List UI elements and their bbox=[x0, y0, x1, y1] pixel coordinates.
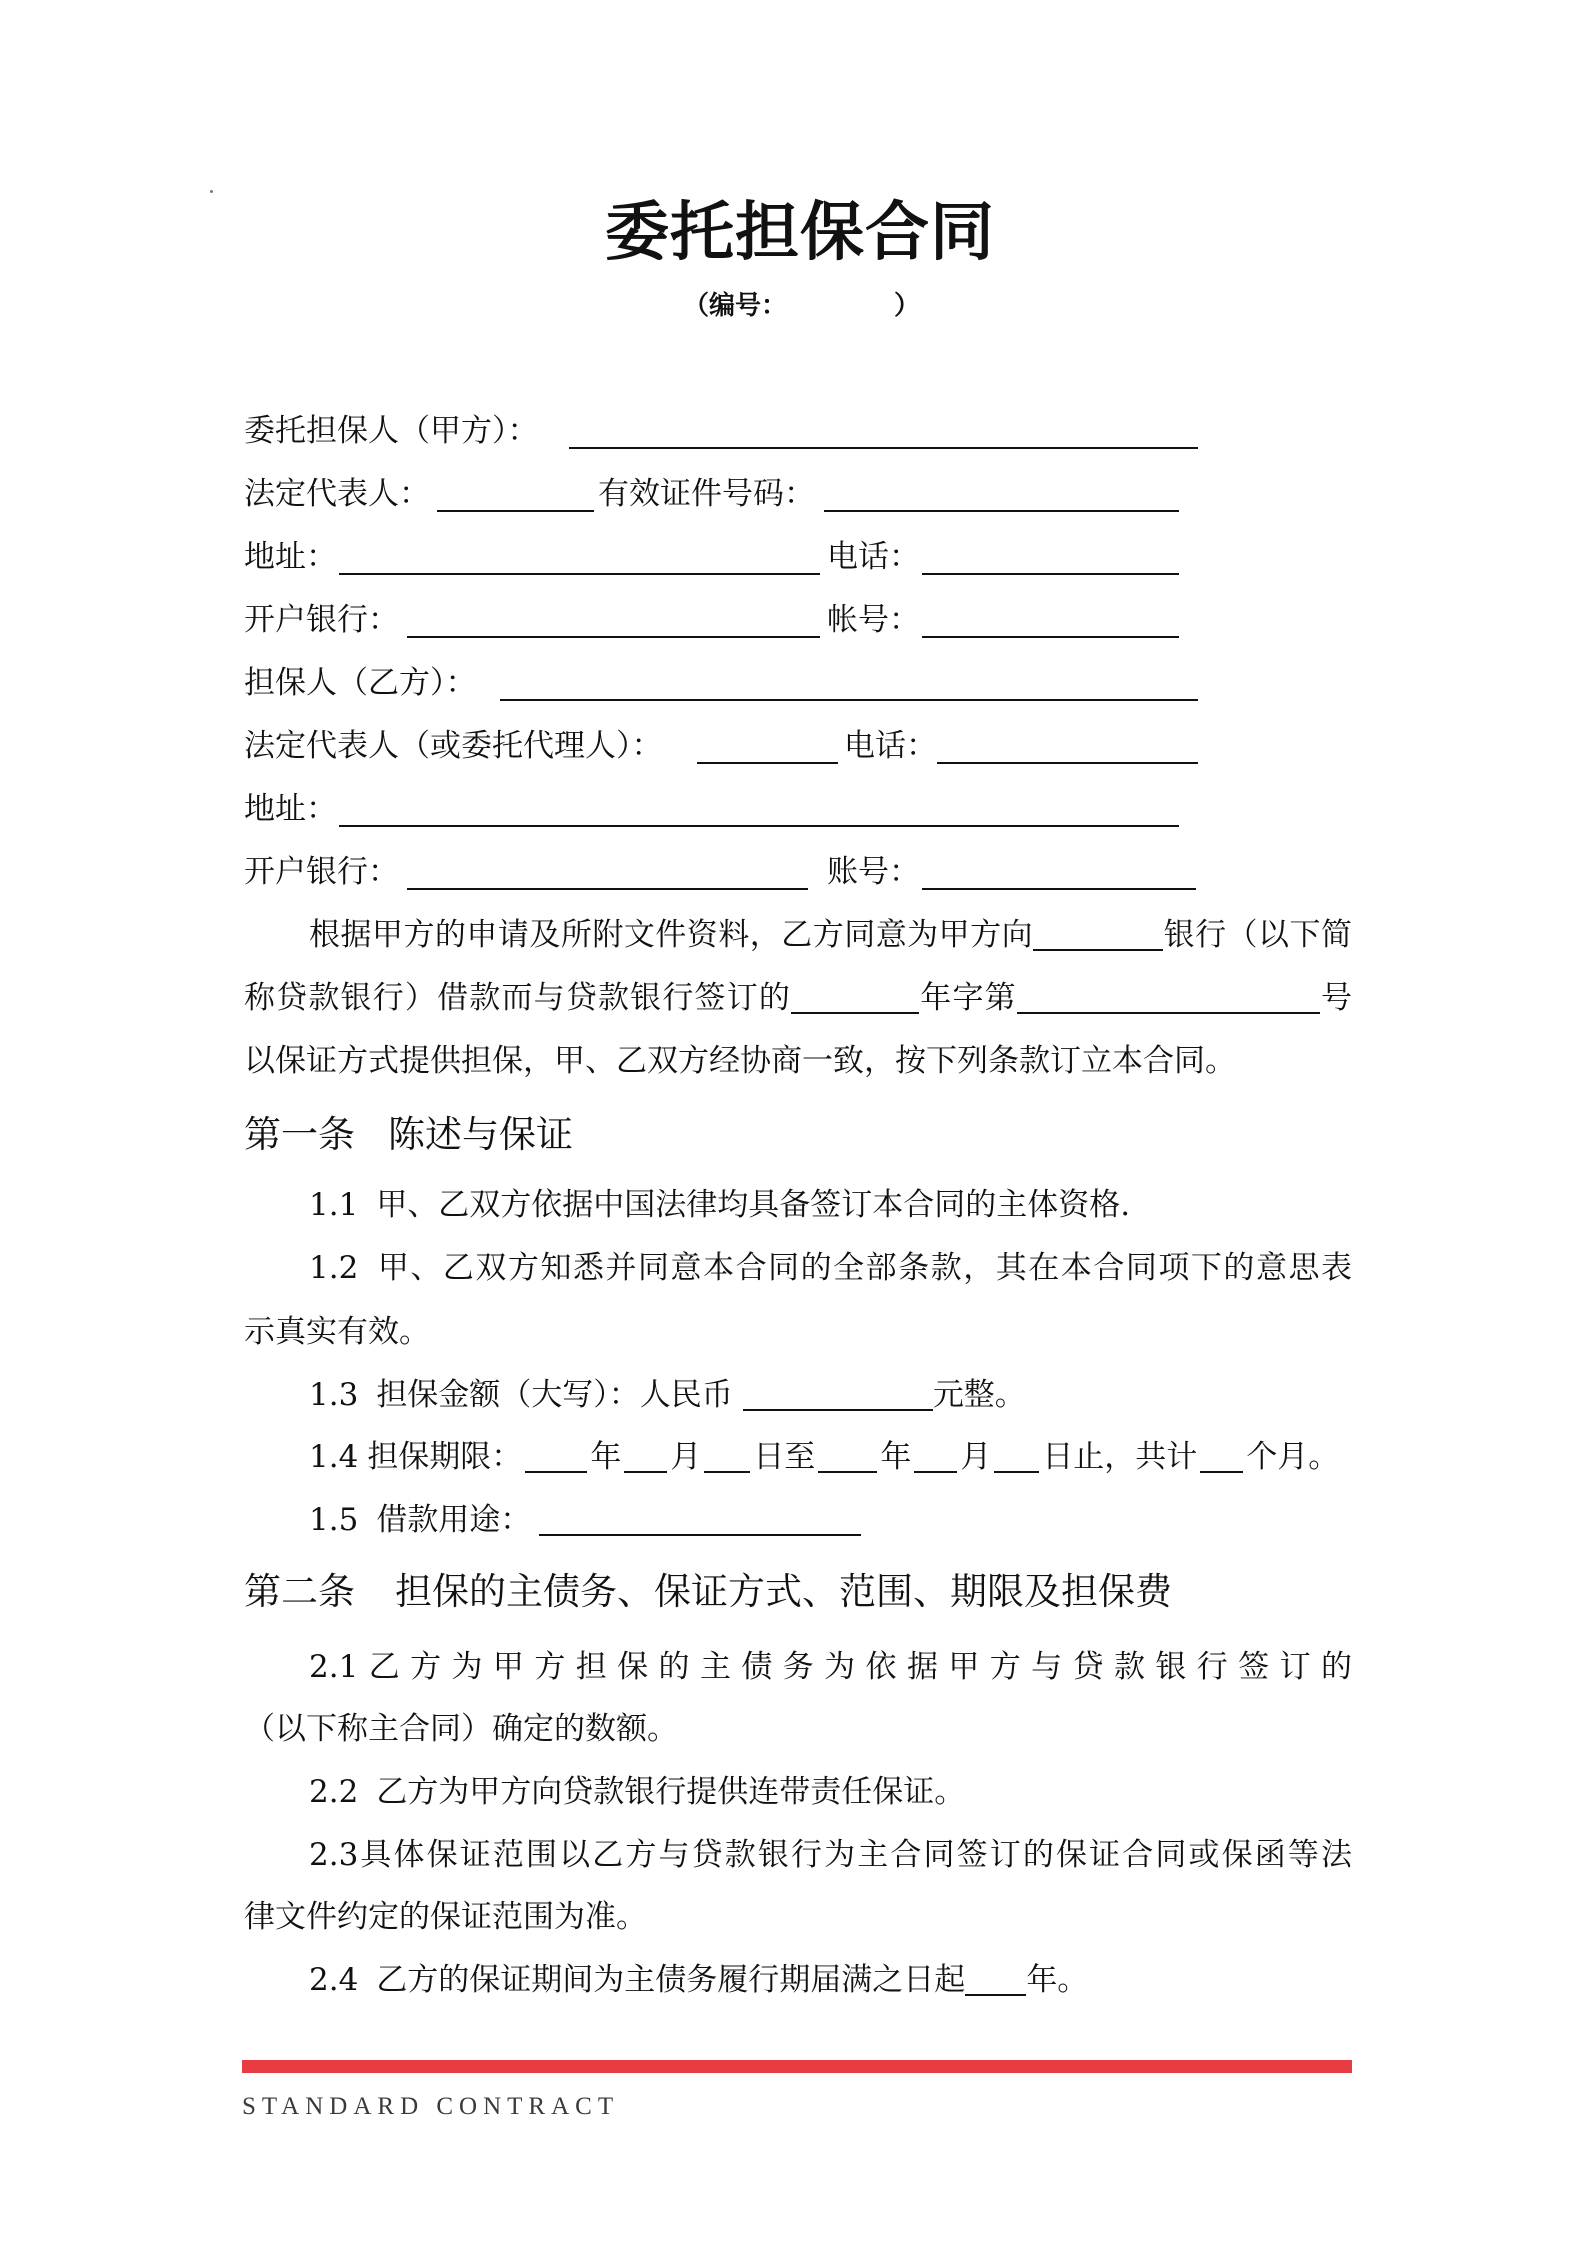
preamble-line-3: 以保证方式提供担保，甲、乙双方经协商一致，按下列条款订立本合同。 bbox=[244, 1043, 1236, 1079]
party-a-rep-label: 法定代表人： bbox=[244, 476, 430, 512]
article-2-number: 第二条 bbox=[244, 1570, 355, 1613]
party-b-bank-blank bbox=[407, 888, 808, 890]
party-a-id-blank bbox=[824, 510, 1179, 512]
party-a-label: 委托担保人（甲方）： bbox=[244, 413, 539, 449]
end-month-blank bbox=[914, 1471, 957, 1473]
preamble-text: 号 bbox=[1319, 980, 1352, 1016]
clause-1-5 bbox=[309, 1498, 861, 1542]
clause-number: 1.3 bbox=[309, 1377, 359, 1413]
clause-text: 担保期限： bbox=[367, 1439, 523, 1475]
footer-label: STANDARD CONTRACT bbox=[242, 2093, 620, 2120]
party-b-blank bbox=[500, 699, 1198, 701]
clause-number: 1.1 bbox=[309, 1187, 359, 1223]
clause-text: 甲、乙双方依据中国法律均具备签订本合同的主体资格. bbox=[376, 1187, 1131, 1223]
party-a-address-label: 地址： bbox=[244, 539, 337, 575]
preamble-text: 银行（以下简 bbox=[1163, 917, 1352, 953]
clause-2-3-line-2: 律文件约定的保证范围为准。 bbox=[244, 1899, 647, 1935]
clause-number: 2.4 bbox=[309, 1962, 359, 1998]
clause-2-3-line-1 bbox=[309, 1833, 1352, 1877]
article-1-heading bbox=[244, 1110, 573, 1160]
party-b-address-blank bbox=[339, 825, 1179, 827]
preamble-line-1 bbox=[309, 913, 1352, 957]
clause-number: 2.3 bbox=[309, 1837, 359, 1873]
end-day-blank bbox=[994, 1471, 1039, 1473]
party-a-account-label: 帐号： bbox=[827, 602, 920, 638]
article-1-number: 第一条 bbox=[244, 1113, 355, 1156]
contract-number-close: ） bbox=[894, 291, 921, 321]
clause-2-1-line-1 bbox=[309, 1645, 1352, 1689]
contract-number-label: （编号： bbox=[683, 291, 788, 321]
clause-text: 日止，共计 bbox=[1042, 1439, 1198, 1475]
party-a-phone-label: 电话： bbox=[827, 539, 920, 575]
preamble-text: 称贷款银行）借款而与贷款银行签订的 bbox=[244, 980, 792, 1016]
clause-text: 日至 bbox=[753, 1439, 816, 1475]
clause-1-2-line-1 bbox=[309, 1246, 1352, 1290]
footer-red-bar bbox=[242, 2060, 1352, 2073]
clause-text: 具体保证范围以乙方与贷款银行为主合同签订的保证合同或保函等法 bbox=[358, 1837, 1352, 1873]
party-b-bank-label: 开户银行： bbox=[244, 854, 399, 890]
clause-text: 个月。 bbox=[1246, 1439, 1340, 1475]
clause-text: 乙方的保证期间为主债务履行期届满之日起 bbox=[376, 1962, 966, 1998]
clause-number: 2.2 bbox=[309, 1774, 359, 1810]
clause-text: 年 bbox=[590, 1439, 622, 1475]
clause-1-4 bbox=[309, 1435, 1339, 1479]
party-a-blank bbox=[569, 447, 1198, 449]
loan-purpose-blank bbox=[539, 1534, 861, 1536]
start-year-blank bbox=[525, 1471, 587, 1473]
party-a-rep-blank bbox=[437, 510, 594, 512]
party-a-bank-blank bbox=[407, 636, 820, 638]
guarantee-amount-blank bbox=[743, 1409, 933, 1411]
clause-text: 月 bbox=[960, 1439, 992, 1475]
loan-year-blank bbox=[791, 1012, 919, 1014]
party-a-account-blank bbox=[922, 636, 1179, 638]
party-a-bank-label: 开户银行： bbox=[244, 602, 399, 638]
party-a-phone-blank bbox=[922, 573, 1179, 575]
party-b-phone-label: 电话： bbox=[844, 728, 937, 764]
party-b-phone-blank bbox=[937, 762, 1198, 764]
clause-number: 1.2 bbox=[309, 1250, 359, 1286]
clause-2-2 bbox=[309, 1770, 965, 1814]
clause-number: 2.1 bbox=[309, 1649, 359, 1685]
clause-1-3 bbox=[309, 1373, 1026, 1417]
clause-text: 年。 bbox=[1026, 1962, 1089, 1998]
article-2-heading bbox=[244, 1567, 1172, 1617]
clause-text: 乙方为甲方向贷款银行提供连带责任保证。 bbox=[376, 1774, 966, 1810]
article-2-title: 担保的主债务、保证方式、范围、期限及担保费 bbox=[395, 1570, 1172, 1613]
clause-text: 借款用途： bbox=[376, 1502, 532, 1538]
clause-2-4 bbox=[309, 1958, 1088, 2002]
party-b-account-label: 账号： bbox=[827, 854, 920, 890]
clause-text: 乙方为甲方担保的主债务为依据甲方与贷款银行签订的 bbox=[358, 1649, 1352, 1685]
lending-bank-blank bbox=[1033, 949, 1163, 951]
preamble-text: 根据甲方的申请及所附文件资料，乙方同意为甲方向 bbox=[309, 917, 1034, 953]
party-b-rep-blank bbox=[697, 762, 838, 764]
document-title: 委托担保合同 bbox=[605, 196, 995, 270]
preamble-text: 年字第 bbox=[919, 980, 1017, 1016]
clause-1-2-line-2: 示真实有效。 bbox=[244, 1314, 430, 1350]
party-b-rep-label: 法定代表人（或委托代理人）： bbox=[244, 728, 663, 764]
end-year-blank bbox=[818, 1471, 877, 1473]
clause-text: 月 bbox=[670, 1439, 702, 1475]
clause-number: 1.4 bbox=[309, 1439, 359, 1475]
preamble-line-2 bbox=[244, 976, 1352, 1020]
article-1-title: 陈述与保证 bbox=[388, 1113, 573, 1156]
party-b-label: 担保人（乙方）： bbox=[244, 665, 477, 701]
clause-1-1 bbox=[309, 1183, 1130, 1227]
start-day-blank bbox=[704, 1471, 750, 1473]
clause-text: 元整。 bbox=[932, 1377, 1026, 1413]
loan-contract-number-blank bbox=[1017, 1012, 1320, 1014]
clause-2-1-line-2: （以下称主合同）确定的数额。 bbox=[244, 1711, 678, 1747]
clause-text: 担保金额（大写）：人民币 bbox=[376, 1377, 733, 1413]
party-a-address-blank bbox=[339, 573, 820, 575]
total-months-blank bbox=[1200, 1471, 1243, 1473]
start-month-blank bbox=[624, 1471, 667, 1473]
clause-number: 1.5 bbox=[309, 1502, 359, 1538]
guarantee-period-blank bbox=[965, 1994, 1026, 1996]
party-a-id-label: 有效证件号码： bbox=[598, 476, 815, 512]
party-b-address-label: 地址： bbox=[244, 791, 337, 827]
party-b-account-blank bbox=[922, 888, 1196, 890]
clause-text: 甲、乙双方知悉并同意本合同的全部条款，其在本合同项下的意思表 bbox=[376, 1250, 1352, 1286]
clause-text: 年 bbox=[880, 1439, 912, 1475]
